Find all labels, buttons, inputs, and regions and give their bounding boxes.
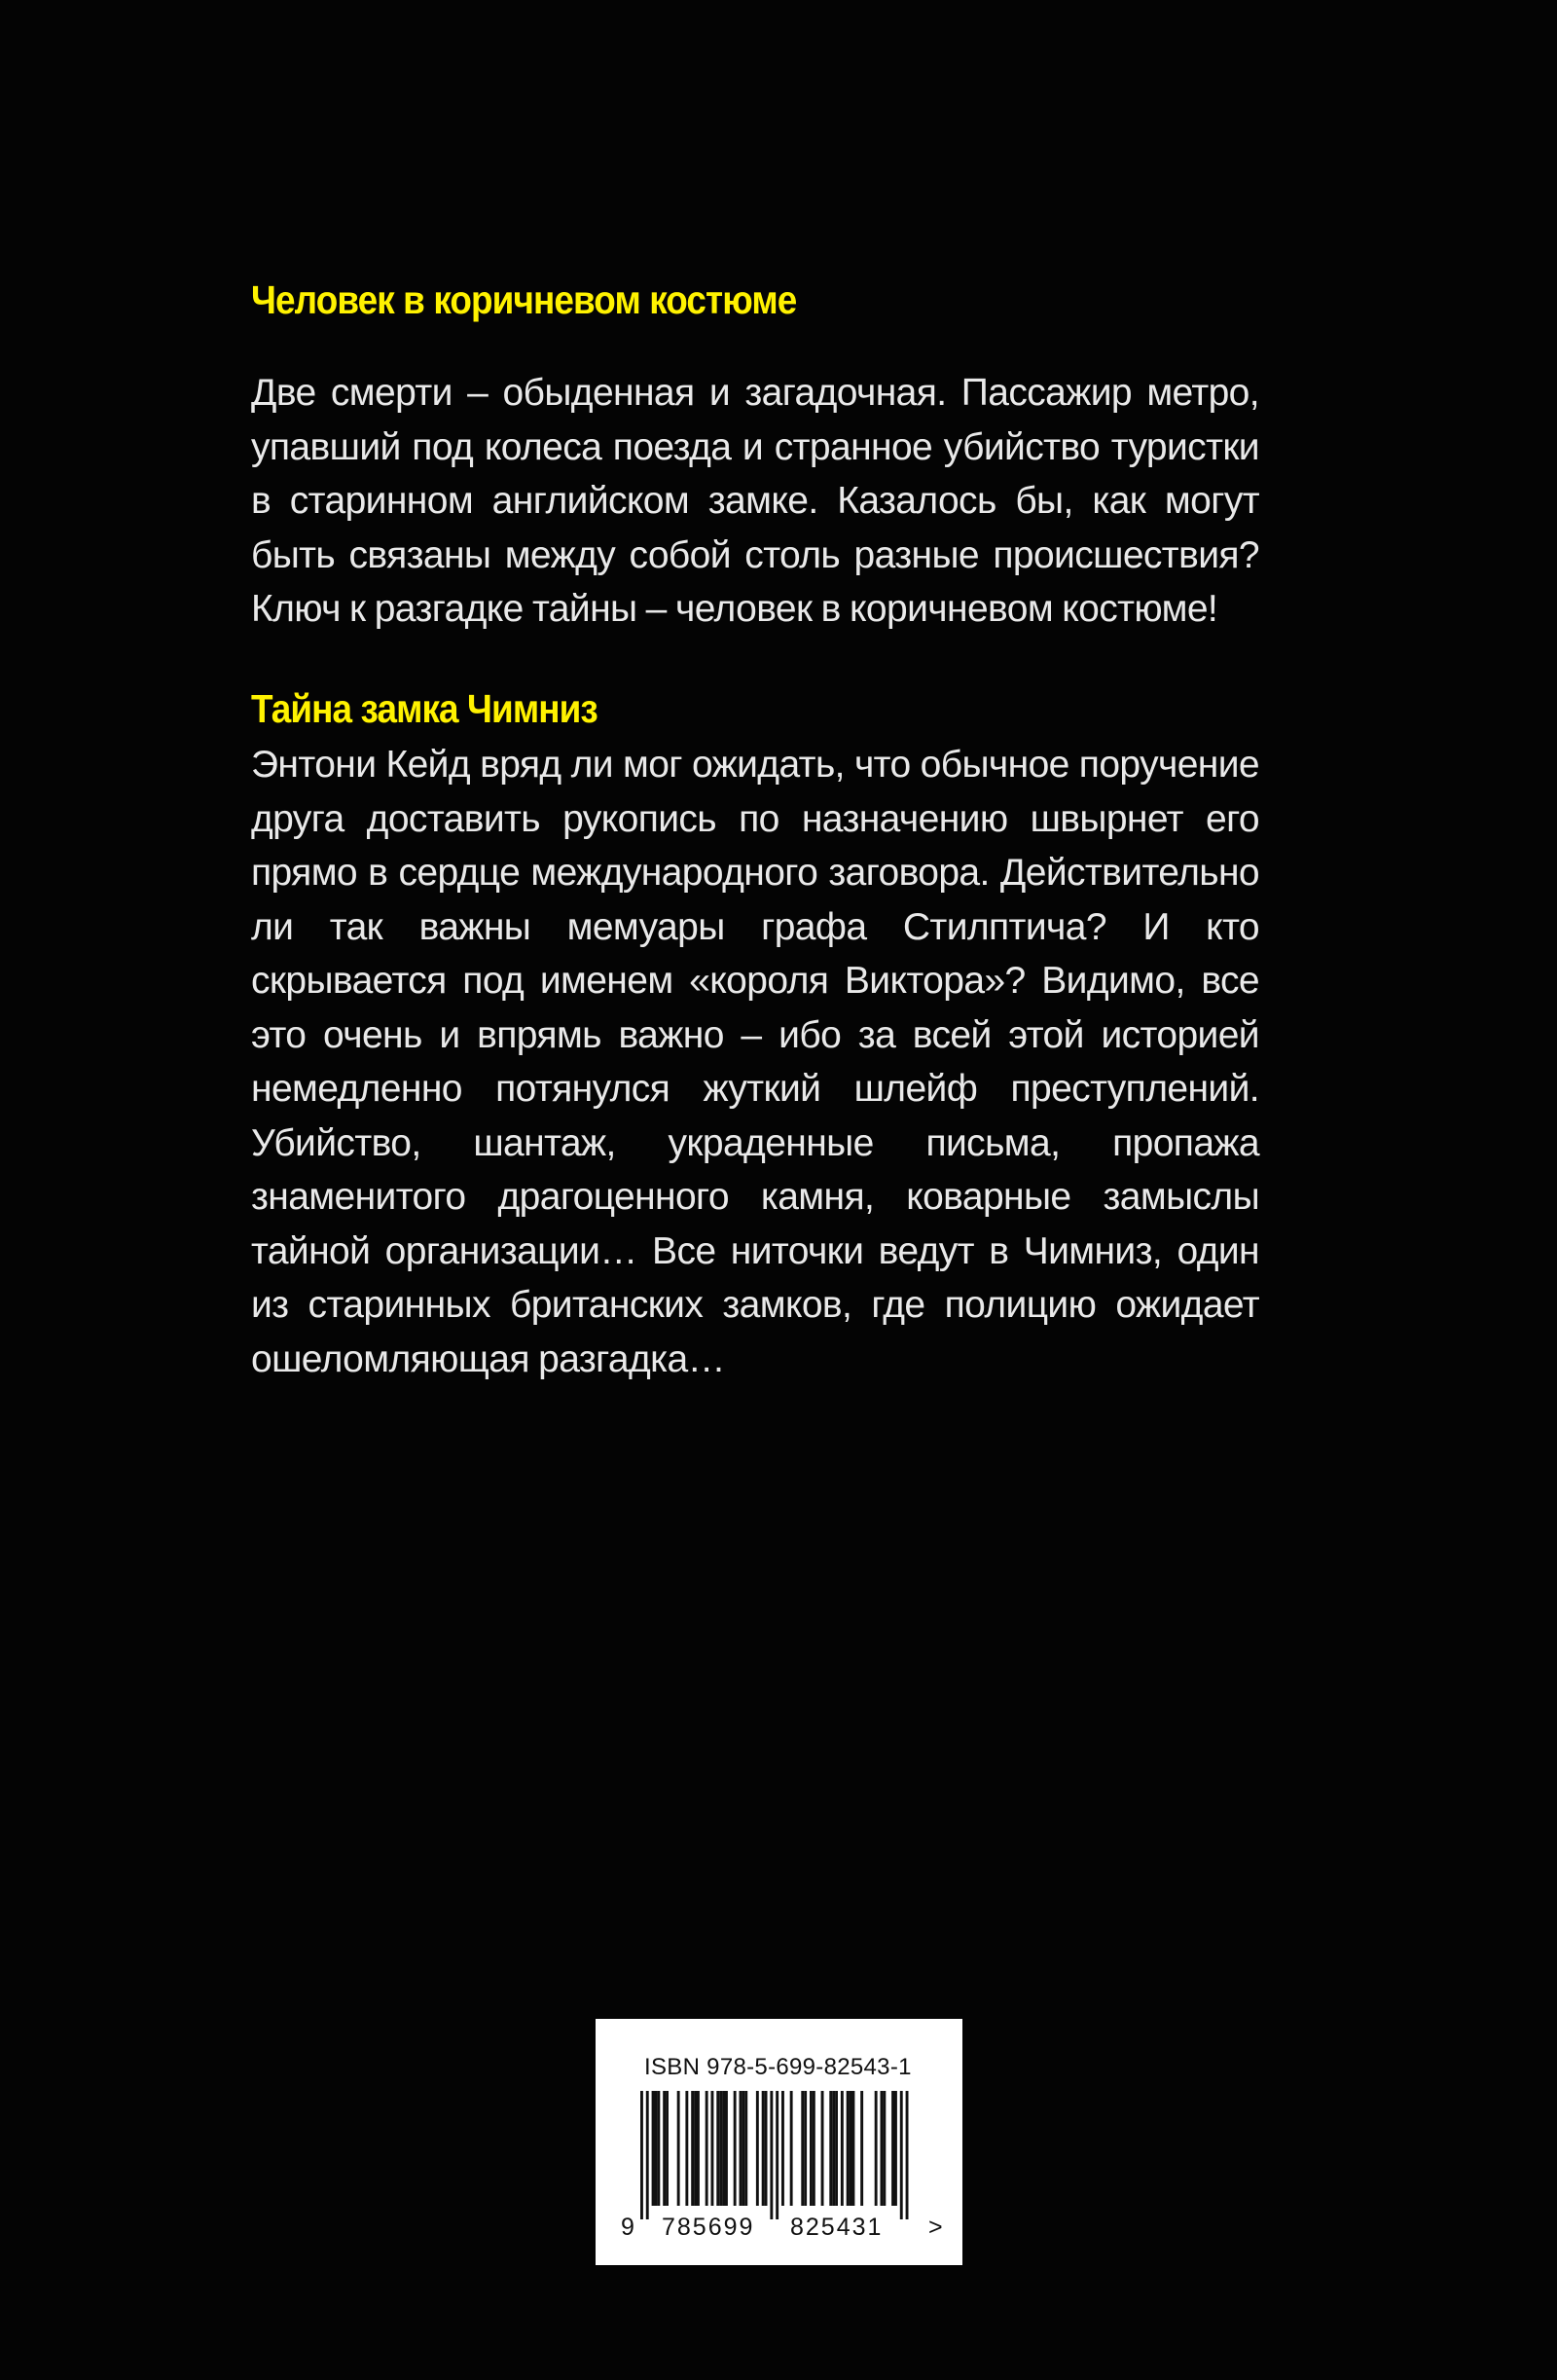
barcode-bar (875, 2091, 878, 2206)
barcode-bar (810, 2091, 813, 2206)
barcode-bar (666, 2091, 669, 2206)
section-description: Две смерти – обыденная и загадочная. Пассажир метро, упавший под колеса поезда и странное убийство туристки в старинном английском замке. Казалось бы, как могут быть связаны между собой столь разные происшествия? Ключ к разгадке тайны – человек в коричневом костюме! (251, 372, 1259, 630)
barcode-bar (725, 2091, 728, 2206)
barcode-bar (740, 2091, 742, 2206)
blurb-section-1 (251, 271, 1259, 637)
barcode-bar (900, 2091, 903, 2219)
barcode-bar (756, 2091, 759, 2206)
isbn-label: ISBN 978-5-699-82543-1 (644, 2054, 912, 2080)
barcode-bar (860, 2091, 863, 2206)
barcode-bar (640, 2091, 643, 2219)
barcode-left-digits: 785699 (662, 2214, 755, 2237)
barcode-first-digit: 9 (621, 2214, 634, 2237)
barcode-bar (891, 2091, 894, 2206)
section-title: Человек в коричневом костюме (251, 277, 797, 322)
barcode-bar (781, 2091, 784, 2206)
barcode-bar (694, 2091, 697, 2206)
barcode-bar (734, 2091, 737, 2206)
barcode-bar (711, 2091, 714, 2206)
barcode-bar (744, 2091, 747, 2206)
barcode-bar (742, 2091, 744, 2206)
barcode-bar (841, 2091, 844, 2206)
barcode-bar (813, 2091, 815, 2206)
barcode-bar (804, 2091, 807, 2206)
barcode-bar (852, 2091, 855, 2206)
barcode-bar (657, 2091, 660, 2206)
barcode-bar (706, 2091, 708, 2206)
blurb-section-2 (251, 679, 1259, 1386)
barcode-bar (770, 2091, 773, 2219)
barcode-bar (652, 2091, 655, 2206)
barcode-bar (716, 2091, 719, 2206)
section-title: Тайна замка Чимниз (251, 686, 597, 731)
section-description: Энтони Кейд вряд ли мог ожидать, что обычное поручение друга доставить рукопись по назначению швырнет его прямо в сердце международного заговора. Действительно ли так важны мемуары графа Стилптича? И кто скрывается под именем «короля Виктора»? Видимо, все это очень и впрямь важно – ибо за всей этой историей немедленно потянулся жуткий шлейф преступлений. Убийство, шантаж, украденные письма, пропажа знаменитого драгоценного камня, коварные замыслы тайной организации… Все ниточки ведут в Чимниз, один из старинных британских замков, где полицию ожидает ошеломляющая разгадка… (251, 744, 1259, 1380)
barcode-bar (906, 2091, 909, 2219)
isbn-barcode-box (596, 2019, 962, 2265)
barcode-bar (847, 2091, 850, 2206)
barcode-bar (881, 2091, 884, 2206)
barcode-bar (722, 2091, 725, 2206)
barcode-bar (790, 2091, 793, 2206)
barcode-bar (832, 2091, 835, 2206)
barcode-bar (765, 2091, 768, 2206)
barcode-bar (697, 2091, 700, 2206)
barcode-bar (894, 2091, 897, 2206)
barcode-bar (821, 2091, 824, 2206)
barcode-right-digits: 825431 (790, 2214, 884, 2237)
barcode-bar (762, 2091, 765, 2206)
barcode-bar (835, 2091, 838, 2206)
barcode-icon (619, 2091, 946, 2237)
barcode-bar (719, 2091, 722, 2206)
barcode-bar (801, 2091, 804, 2206)
barcode-bar (685, 2091, 688, 2206)
barcode-bar (677, 2091, 680, 2206)
barcode-bar (829, 2091, 832, 2206)
barcode-bar (646, 2091, 649, 2219)
barcode-bar (850, 2091, 852, 2206)
barcode-bar (663, 2091, 666, 2206)
barcode-quiet-marker: > (928, 2214, 943, 2237)
barcode-bar (776, 2091, 778, 2219)
barcode-bar (883, 2091, 886, 2206)
barcode-bar (691, 2091, 694, 2206)
barcode-bar (655, 2091, 658, 2206)
